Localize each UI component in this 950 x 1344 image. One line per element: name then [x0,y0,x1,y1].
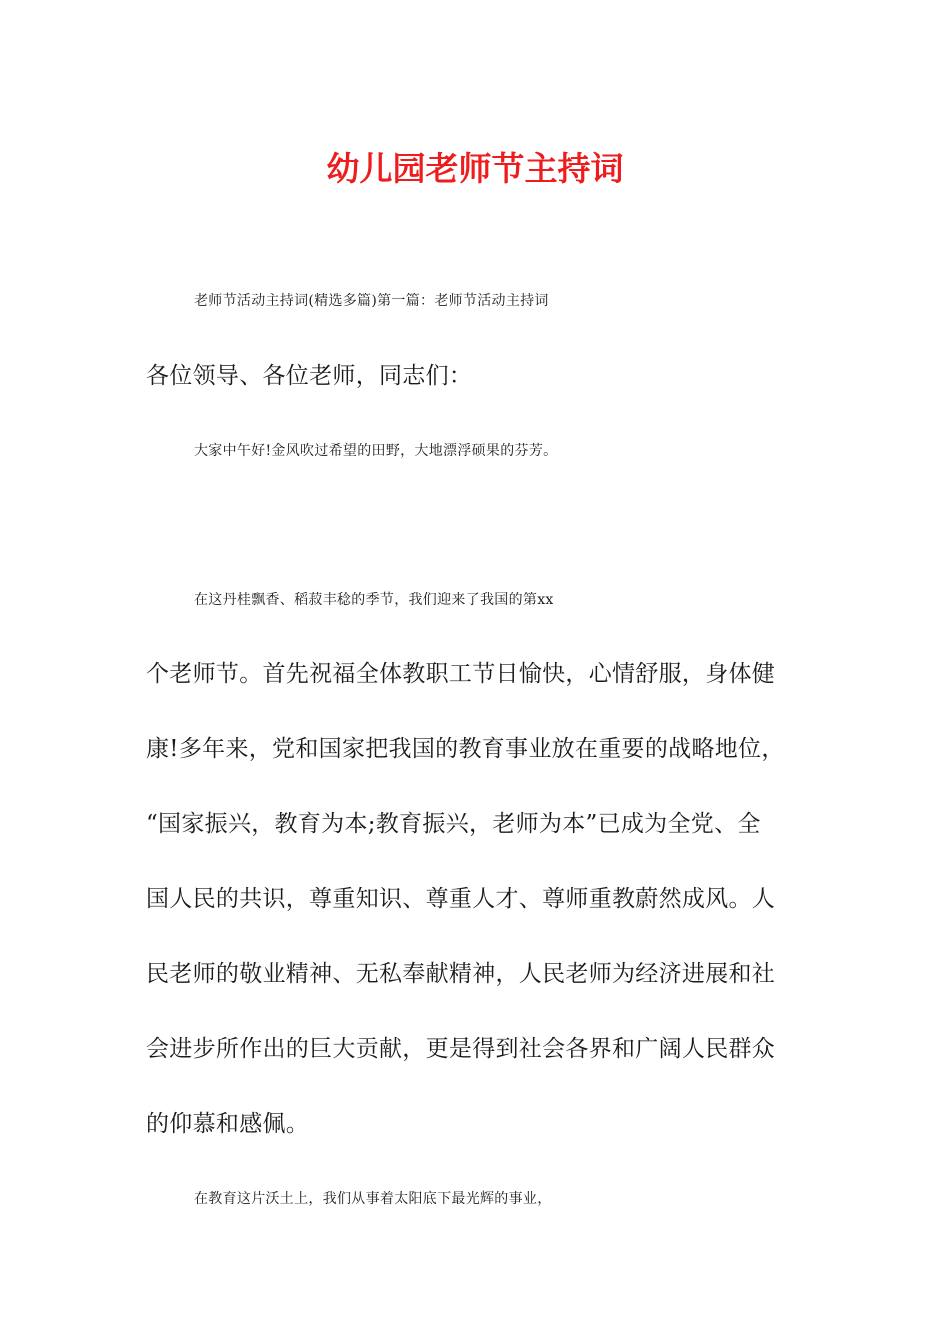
body-line: 老师节活动主持词(精选多篇)第一篇：老师节活动主持词 [194,293,549,309]
body-line: 会进步所作出的巨大贡献，更是得到社会各界和广阔人民群众 [146,1036,776,1062]
document-title: 幼儿园老师节主持词 [326,149,624,188]
body-line: 各位领导、各位老师，同志们： [146,363,473,389]
body-line: 在教育这片沃土上，我们从事着太阳底下最光辉的事业， [194,1191,552,1207]
body-line: 民老师的敬业精神、无私奉献精神，人民老师为经济进展和社 [146,961,776,987]
body-line: 大家中午好!金风吹过希望的田野，大地漂浮硕果的芬芳。 [194,443,558,459]
body-line: “国家振兴，教育为本;教育振兴，老师为本”已成为全党、全 [146,811,761,837]
body-line: 康!多年来，党和国家把我国的教育事业放在重要的战略地位， [146,736,785,762]
body-line: 的仰慕和感佩。 [146,1111,310,1137]
body-line: 国人民的共识，尊重知识、尊重人才、尊师重教蔚然成风。人 [146,886,776,912]
body-line: 在这丹桂飘香、稻菽丰稔的季节，我们迎来了我国的第xx [194,592,554,608]
body-line: 个老师节。首先祝福全体教职工节日愉快，心情舒服，身体健 [146,661,776,687]
